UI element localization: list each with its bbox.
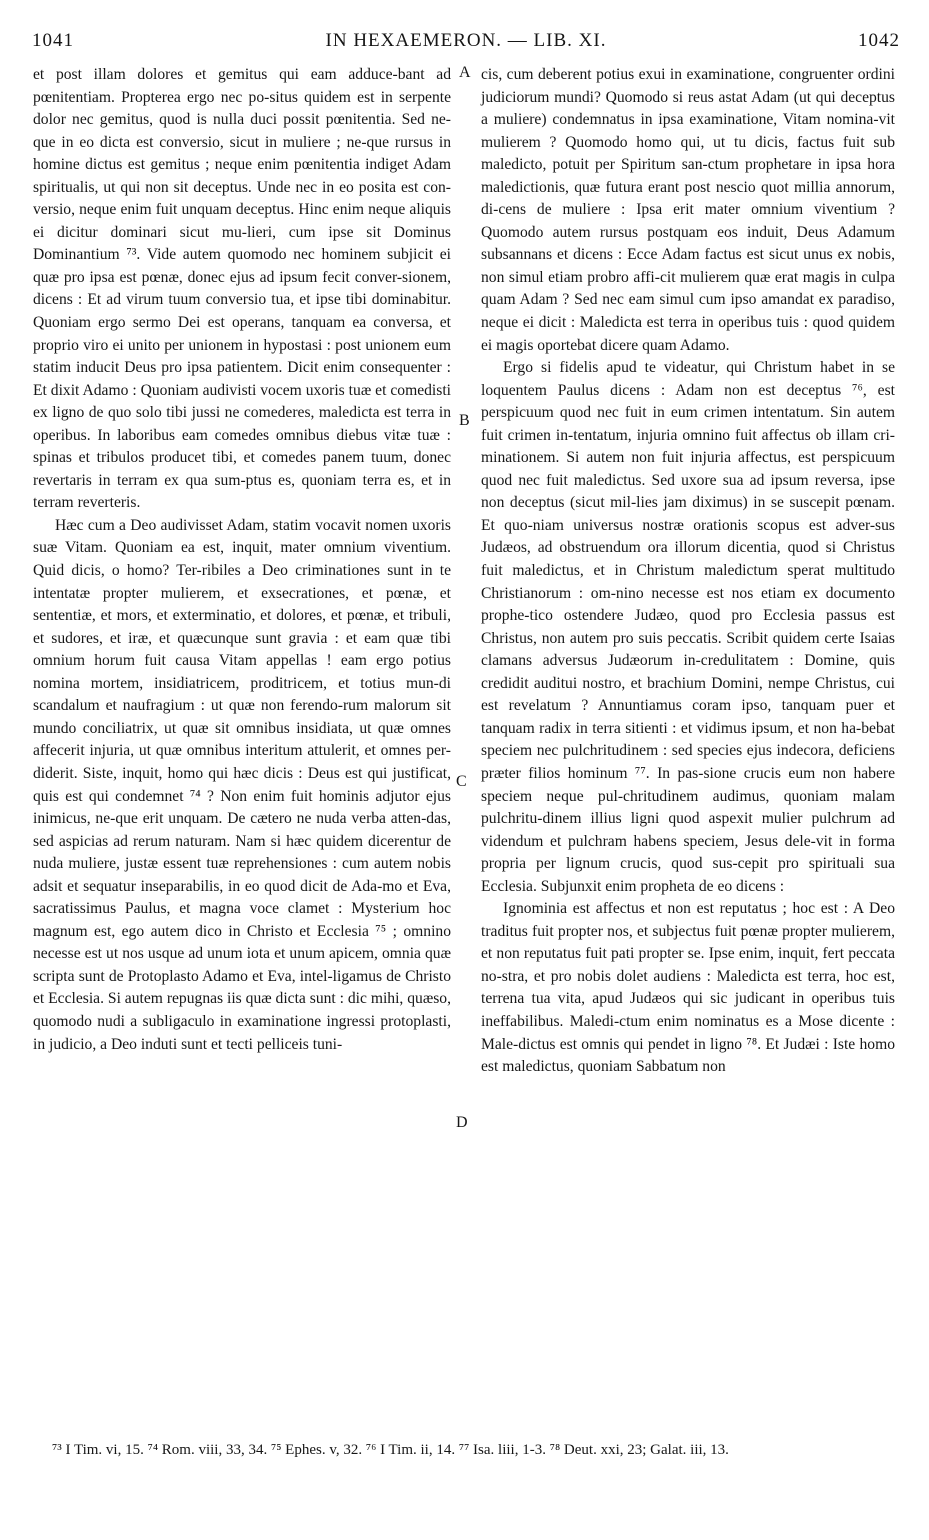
right-column: [481, 64, 895, 1079]
running-header: [32, 30, 900, 64]
paragraph: Hæc cum a Deo audivisset Adam, statim vocavit nomen uxoris suæ Vitam. Quoniam ea est, inquit, mater omnium viventium. Quid dicis, o homo? Ter-ribiles a Deo criminationes sunt in te intentatæ propter mulierem, et exsecrationes, et pœnæ, et sententiæ, et mors, et exterminatio, et dolores, et pœnæ, et tribuli, et sudores, et iræ, et quæcunque sunt gravia : et eam quæ tibi omnium horum fuit causa Vitam appellas ! eam ergo potius nomina mortem, insidiatricem, proditricem, et totius mun-di scandalum et naufragium : ut quæ non ferendo-rum malorum sit mundo conciliatrix, ut quæ sit omnibus insidiata, ut quæ omnes affecerit injuria, ut quæ omnibus interitum attulerit, et omnes per-diderit. Siste, inquit, homo qui hæc dicis : Deus est qui justificat, quis est qui condemnet ⁷⁴ ? Non enim fuit hominis adjutor ejus inimicus, ne-que erit unquam. De cætero ne nuda verba atten-das, sed aspicias ad rerum naturam. Nam si hæc quidem dicerentur de nuda muliere, justæ essent tuæ reprehensiones : cum autem nobis adsit et sequatur inseparabilis, in eo quod dicit de Ada-mo et Eva, sacratissimus Paulus, et magna voce clamet : Mysterium hoc magnum est, ego autem dico in Christo et Ecclesia ⁷⁵ ; omnino necesse est ut nos usque ad unum iota et unum apicem, omnia quæ scripta sunt de Protoplasto Adamo et Eva, intel-ligamus de Christo et Ecclesia. Si autem repugnas iis quæ dicta sunt : dic mihi, quæso, quomodo nudi a subligaculo in examinatione ingressi protoplasti, in judicio, a Deo induti sunt et tecti pelliceis tuni-: [33, 516, 451, 1053]
paragraph: cis, cum deberent potius exui in examinatione, congruenter ordini judiciorum mundi? Quomodo si reus astat Adam (ut qui deceptus a muliere) condemnatus in ipsa examinatione, Vitam nomina-vit mulierem ? Quomodo homo qui, ut tu dicis, factus fuit sub maledicto, potuit per Spiritum san-ctum prophetare in ipsa hora maledictionis, quæ futura erant post nescio quot millia annorum, di-cens de muliere : Ipsa erit mater omnium viventium ? Quomodo autem rursus postquam eos induit, Deus Adamum subsannans et dicens : Ecce Adam factus est sicut unus ex nobis, non simul etiam probro affi-cit mulierem quæ erat magis in culpa quam Adam ? Sed nec eam simul cum ipso amandat ex paradiso, neque ei dicit : Maledicta est terra in operibus tuis : quod quidem ei magis oportebat dicere quam Adamo.: [481, 66, 895, 354]
page-number-left: 1041: [32, 30, 74, 51]
margin-marker-d: D: [456, 1114, 468, 1131]
paragraph: Ergo si fidelis apud te videatur, qui Christum habet in se loquentem Paulus dicens : Adam non est deceptus ⁷⁶, est perspicuum quod nec fuit in eum crimen intentatum. Sin autem fuit crimen in-tentatum, injuria omnino fuit affectus ob illam cri-minationem. Si autem non fuit injuria affectus, est perspicuum quod nec fuit maledictus. Sed uxore sua ad ipsum reversa, ipse non deceptus (sicut mil-lies jam diximus) in se suscepit pœnam. Et quo-niam universus nostræ orationis scopus est adver-sus Judæos, ad obstruendum ora illorum dicentia, quod si Christus fuit maledictus, et in Christum maledictum sperat multitudo Christianorum : om-nino necesse est nos etiam ex documento prophe-tico ostendere Judæo, quod pro Ecclesia passus est Christus, non autem pro suis peccatis. Scribit quidem certe Isaias clamans adversus Judæorum in-credulitatem : Domine, quis credidit auditui nostro, et brachium Domini, nempe Christus, cui est revelatum ? Annuntiamus coram ipso, tanquam puer et tanquam radix in terra sitienti : et vidimus ipsum, et non ha-bebat speciem nec pulchritudinem : sed species ejus indecora, deficiens præter filios hominum ⁷⁷. In pas-sione crucis eum non habere speciem neque pul-chritudinem audimus, quoniam malam pulchritu-dinem illius ligni quod aspexit mulier pulchrum ad videndum et pulchram habens speciem, Jesus dele-vit in forma propria per lignum crucis, quod sus-cepit pro spirituali sua Ecclesia. Subjunxit enim propheta de eo dicens :: [481, 359, 895, 895]
left-column: [33, 64, 451, 1056]
running-title: IN HEXAEMERON. — LIB. XI.: [325, 30, 607, 51]
margin-marker-b: B: [459, 412, 470, 429]
margin-marker-c: C: [456, 773, 467, 790]
paragraph: et post illam dolores et gemitus qui eam adduce-bant ad pœnitentiam. Propterea ergo nec po-situs quidem est in serpente dolor nec gemitus, quod is nulla duci possit pœnitentia. Sed ne-que in eo dicta est conversio, sicut in muliere ; ne-que rursus in homine dictus est gemitus ; neque enim pœnitentia indiget Adam spiritualis, ut qui non sit deceptus. Unde nec in eo posita est con-versio, neque enim fuit unquam deceptus. Hinc enim neque aliquis ei dicitur dominari sicut mu-lieri, cum ipse sit Dominus Dominantium ⁷³. Vide autem quomodo nec hominem subjicit ei quæ pro ipsa est pœnæ, donec ejus ad ipsum fecit conver-sionem, dicens : Et ad virum tuum conversio tua, et ipse tibi dominabitur. Quoniam ergo sermo Dei est operans, tanquam ea conversa, et proprio viro ei unito per unionem in hypostasi : post unionem eum statim inducit Deus pro ipsa patientem. Dicit enim consequenter : Et dixit Adamo : Quoniam audivisti vocem uxoris tuæ et comedisti ex ligno de quo solo tibi jussi ne comederes, maledicta est terra in operibus. In laboribus eam comedes omnibus diebus vitæ tuæ : spinas et tribulos producet tibi, et comedes panem tuum, donec revertaris in terram ex qua sum-ptus es, quoniam terra es, et in terram reverteris.: [33, 66, 451, 512]
margin-marker-a: A: [459, 64, 471, 81]
paragraph: Ignominia est affectus et non est reputatus ; hoc est : A Deo traditus fuit propter nos, et subjectus fuit pœnæ propter mulierem, et non reputatus fuit pati propter se. Ipse enim, inquit, fert peccata no-stra, et pro nobis dolet audiens : Maledicta est terra, hoc est, terrena tua vita, apud Judæos qui sic judicant in operibus tuis ineffabilibus. Maledi-ctum enim nominatus es a Mose dicente : Male-dictus est omnis qui pendet in ligno ⁷⁸. Et Judæi : Iste homo est maledictus, quoniam Sabbatum non: [481, 900, 895, 1076]
footnotes: ⁷³ I Tim. vi, 15. ⁷⁴ Rom. viii, 33, 34. ⁷⁵ Ephes. v, 32. ⁷⁶ I Tim. ii, 14. ⁷⁷ Isa. liii, 1-3. ⁷⁸ Deut. xxi, 23; Galat. iii, 13.: [52, 1442, 729, 1458]
page-number-right: 1042: [858, 30, 900, 51]
